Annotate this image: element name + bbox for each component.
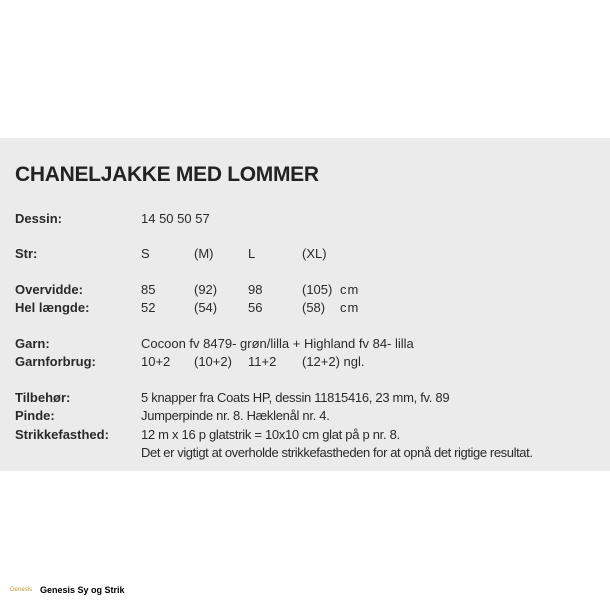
garn-label: Garn:: [15, 336, 50, 351]
overvidde-xl: (105): [302, 282, 333, 297]
fasthed-note: Det er vigtigt at overholde strikkefastheden for at opnå det rigtige resultat.: [141, 445, 533, 460]
tilbehor-label: Tilbehør:: [15, 390, 71, 405]
overvidde-s: 85: [141, 282, 156, 297]
laengde-m: (54): [194, 300, 218, 315]
footer: [10, 585, 125, 595]
pinde-label: Pinde:: [15, 408, 55, 423]
laengde-s: 52: [141, 300, 156, 315]
pattern-title: CHANELJAKKE MED LOMMER: [15, 163, 319, 186]
size-m: (M): [194, 246, 214, 261]
garnforbrug-s: 10+2: [141, 354, 171, 369]
laengde-xl: (58): [302, 300, 326, 315]
laengde-l: 56: [248, 300, 263, 315]
pinde-value: Jumperpinde nr. 8. Hæklenål nr. 4.: [141, 408, 330, 423]
laengde-label: Hel længde:: [15, 300, 90, 315]
fasthed-label: Strikkefasthed:: [15, 427, 109, 442]
footer-text: Genesis Sy og Strik: [40, 585, 125, 595]
size-xl: (XL): [302, 246, 327, 261]
garnforbrug-label: Garnforbrug:: [15, 354, 96, 369]
laengde-unit: cm: [340, 300, 360, 315]
garnforbrug-l: 11+2: [248, 354, 277, 369]
overvidde-label: Overvidde:: [15, 282, 83, 297]
garnforbrug-xl: (12+2) ngl.: [302, 354, 365, 369]
overvidde-m: (92): [194, 282, 218, 297]
overvidde-l: 98: [248, 282, 263, 297]
dessin-value: 14 50 50 57: [141, 211, 210, 226]
size-l: L: [248, 246, 256, 261]
genesis-logo: Genesis: [10, 587, 33, 593]
garnforbrug-m: (10+2): [194, 354, 232, 369]
size-s: S: [141, 246, 150, 261]
garn-value: Cocoon fv 8479- grøn/lilla + Highland fv 84- lilla: [141, 336, 414, 351]
overvidde-unit: cm: [340, 282, 360, 297]
size-label: Str:: [15, 246, 38, 261]
dessin-label: Dessin:: [15, 211, 62, 226]
tilbehor-value: 5 knapper fra Coats HP, dessin 11815416, 23 mm, fv. 89: [141, 390, 450, 405]
fasthed-value: 12 m x 16 p glatstrik = 10x10 cm glat på p nr. 8.: [141, 427, 400, 442]
